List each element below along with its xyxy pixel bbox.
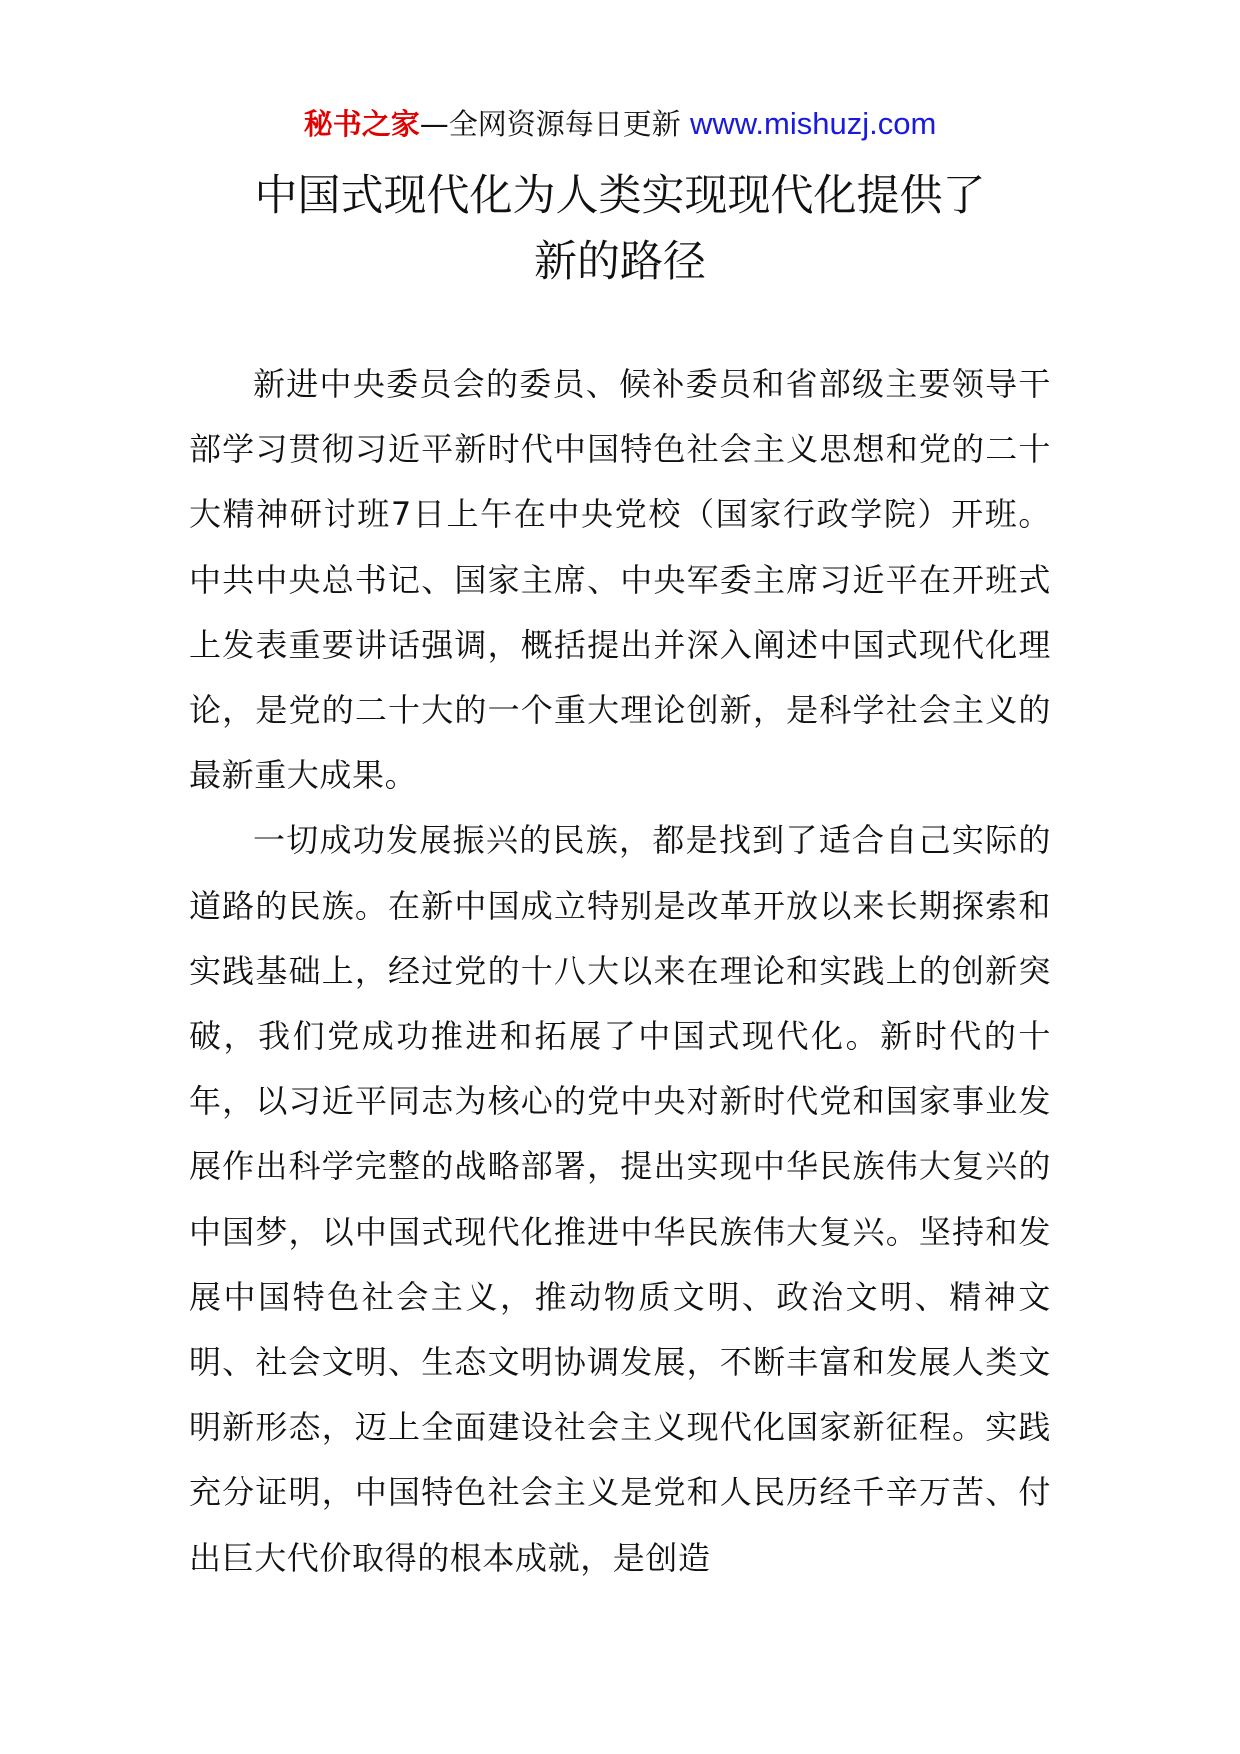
body-paragraph: 一切成功发展振兴的民族，都是找到了适合自己实际的道路的民族。在新中国成立特别是改革开放以来长期探索和实践基础上，经过党的十八大以来在理论和实践上的创新突破，我们党成功推进和拓展了中国式现代化。新时代的十年，以习近平同志为核心的党中央对新时代党和国家事业发展作出科学完整的战略部署，提出实现中华民族伟大复兴的中国梦，以中国式现代化推进中华民族伟大复兴。坚持和发展中国特色社会主义，推动物质文明、政治文明、精神文明、社会文明、生态文明协调发展，不断丰富和发展人类文明新形态，迈上全面建设社会主义现代化国家新征程。实践充分证明，中国特色社会主义是党和人民历经千辛万苦、付出巨大代价取得的根本成就，是创造 [189,821,1051,1577]
header-slogan: —全网资源每日更新 [419,107,681,141]
document-body [189,352,1051,1591]
title-line-1: 中国式现代化为人类实现现代化提供了 [254,171,986,221]
brand-name: 秘书之家 [303,107,420,141]
title-line-2: 新的路径 [534,237,706,287]
site-header [0,104,1240,144]
document-title [0,163,1240,295]
body-paragraph: 新进中央委员会的委员、候补委员和省部级主要领导干部学习贯彻习近平新时代中国特色社会主义思想和党的二十大精神研讨班7日上午在中央党校（国家行政学院）开班。中共中央总书记、国家主席、中央军委主席习近平在开班式上发表重要讲话强调，概括提出并深入阐述中国式现代化理论，是党的二十大的一个重大理论创新，是科学社会主义的最新重大成果。 [189,365,1051,795]
site-url-link[interactable]: www.mishuzj.com [689,106,937,141]
